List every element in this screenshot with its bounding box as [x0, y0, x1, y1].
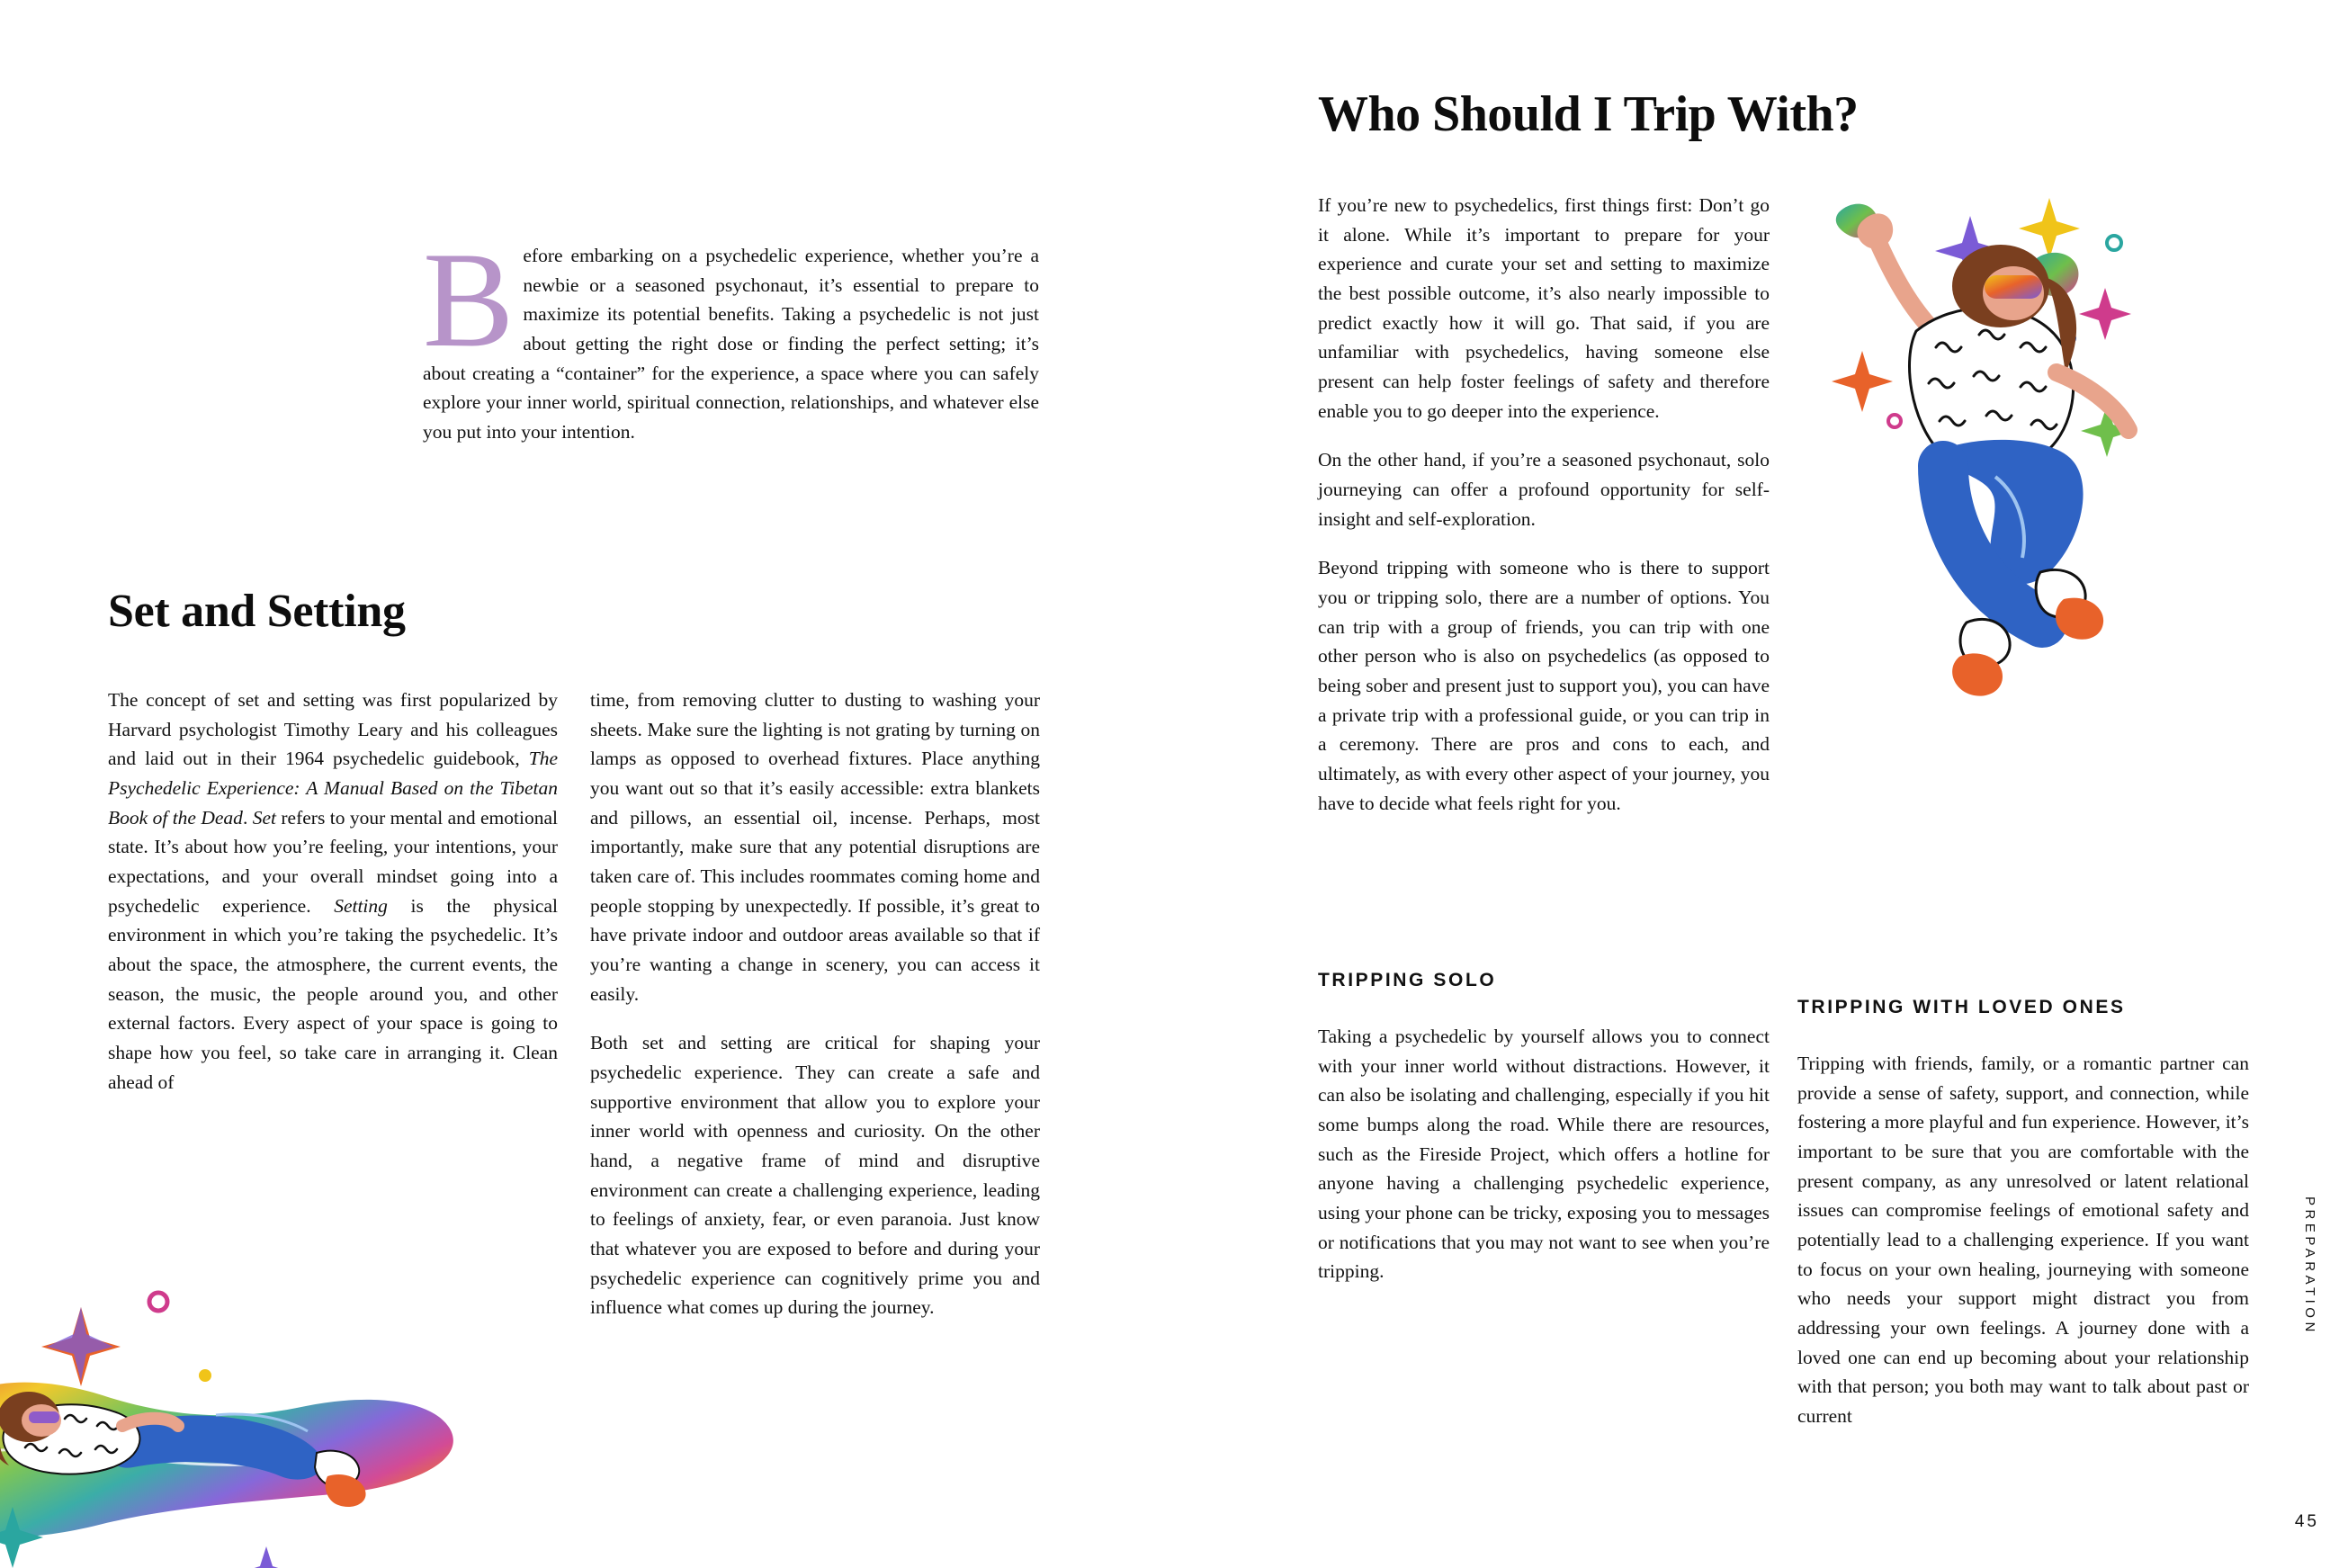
italic-term-set: Set — [252, 806, 276, 829]
paragraph: On the other hand, if you’re a seasoned psychonaut, solo journeying can offer a profound opportunity for self-insight and self-exploration. — [1318, 449, 1770, 530]
paragraph: Both set and setting are critical for shaping your psychedelic experience. They can create a safe and supportive environment that allow you to explore your inner world with openness and curiosity. On the other hand, a negative frame of mind and disruptive environment can create a challenging experience, leading to feelings of anxiety, fear, or even paranoia. Just know that whatever you are exposed to before and during your psychedelic experience can cognitively prime you and influence what comes up during the journey. — [590, 1032, 1040, 1319]
text-run: . — [242, 806, 253, 829]
heading-set-and-setting: Set and Setting — [108, 586, 406, 637]
page-number: 45 — [2294, 1512, 2319, 1531]
drop-cap: B — [423, 224, 515, 375]
text-run: The concept of set and setting was first popularized by Harvard psychologist Timothy Leary and his colleagues and laid out in their 1964 psychedelic guidebook, — [108, 689, 558, 770]
left-column-1 — [108, 685, 558, 1322]
text-run: is the physical environment in which you’re taking the psychedelic. It’s about the space, the atmosphere, the current events, the season, the music, the people around you, and other external factors. Every aspect of your space is going to shape how you feel, so take care in arranging it. Clean ahead of — [108, 894, 558, 1093]
italic-term-setting: Setting — [334, 894, 388, 917]
body-tripping-solo: Taking a psychedelic by yourself allows you to connect with your inner world without distractions. However, it can also be isolating and challenging, especially if you hit some bumps along the road. While there are resources, such as the Fireside Project, which offers a hotline for anyone having a challenging psychedelic experience, using your phone can be tricky, exposing you to messages or notifications that you may not want to see when you’re tripping. — [1318, 1026, 1770, 1283]
paragraph: Beyond tripping with someone who is there to support you or tripping solo, there are a number of options. You can trip with a group of friends, you can trip with one other person who is also on psychedelics (as opposed to being sober and present just to support you), you can have a private trip with a professional guide, or you can trip in a ceremony. There are pros and cons to each, and ultimately, as with every other aspect of your journey, you have to decide what feels right for you. — [1318, 557, 1770, 814]
intro-paragraph-text: efore embarking on a psychedelic experience, whether you’re a newbie or a seasoned psychonaut, it’s essential to prepare to maximize its potential benefits. Taking a psychedelic is not just about getting the right dose or finding the perfect setting; it’s about creating a “container” for the experience, a space where you can safely explore your inner world, spiritual connection, relationships, and whatever else you put into your intention. — [423, 245, 1039, 444]
heading-who-should-i-trip-with: Who Should I Trip With? — [1318, 86, 1859, 142]
subhead-tripping-solo: TRIPPING SOLO — [1318, 970, 1497, 990]
right-intro-column — [1318, 191, 1770, 838]
left-body-columns — [108, 685, 1040, 1322]
italic-book-title: The Psychedelic Experience: A Manual Based on the Tibetan Book of the Dead — [108, 748, 558, 829]
intro-paragraph — [423, 224, 1039, 447]
left-page — [0, 0, 1170, 1559]
paragraph: time, from removing clutter to dusting to washing your sheets. Make sure the lighting is not grating by turning on lamps as opposed to overhead fixtures. Place anything you want out so that it’s easily accessible: extra blankets and pillows, an essential oil, incense. Perhaps, most importantly, make sure that any potential disruptions are taken care of. This includes roommates coming home and people stopping by unexpectedly. If possible, it’s great to have private indoor and outdoor areas available so that if you’re wanting a change in scenery, you can access it easily. — [590, 689, 1040, 1005]
paragraph — [108, 685, 558, 1097]
running-side-label: PREPARATION — [2302, 1196, 2317, 1336]
paragraph: If you’re new to psychedelics, first things first: Don’t go it alone. While it’s important to prepare for your experience and curate your set and setting to maximize the best possible outcome, it’s also nearly impossible to predict exactly how it will go. That said, if you are unfamiliar with psychedelics, having someone else present can help foster feelings of safety and therefore enable you to go deeper into the experience. — [1318, 194, 1770, 422]
left-column-2 — [590, 685, 1040, 1322]
text-run: refers to your mental and emotional state. It’s about how you’re feeling, your intentions, your expectations, and your overall mindset going into a psychedelic experience. — [108, 806, 558, 917]
body-tripping-with-loved-ones: Tripping with friends, family, or a romantic partner can provide a sense of safety, support, and connection, while fostering a more playful and fun experience. However, it’s important to be sure that you are comfortable with the present company, as any unresolved or latent relational issues can compromise feelings of emotional safety and potentially lead to a challenging experience. If you want to focus on your own healing, journeying with someone who needs your support might distract you from addressing your own feelings. A journey done with a loved one can end up becoming about your relationship with that person; you both may want to talk about past or current — [1797, 1053, 2249, 1428]
subhead-tripping-with-loved-ones: TRIPPING WITH LOVED ONES — [1797, 997, 2126, 1017]
